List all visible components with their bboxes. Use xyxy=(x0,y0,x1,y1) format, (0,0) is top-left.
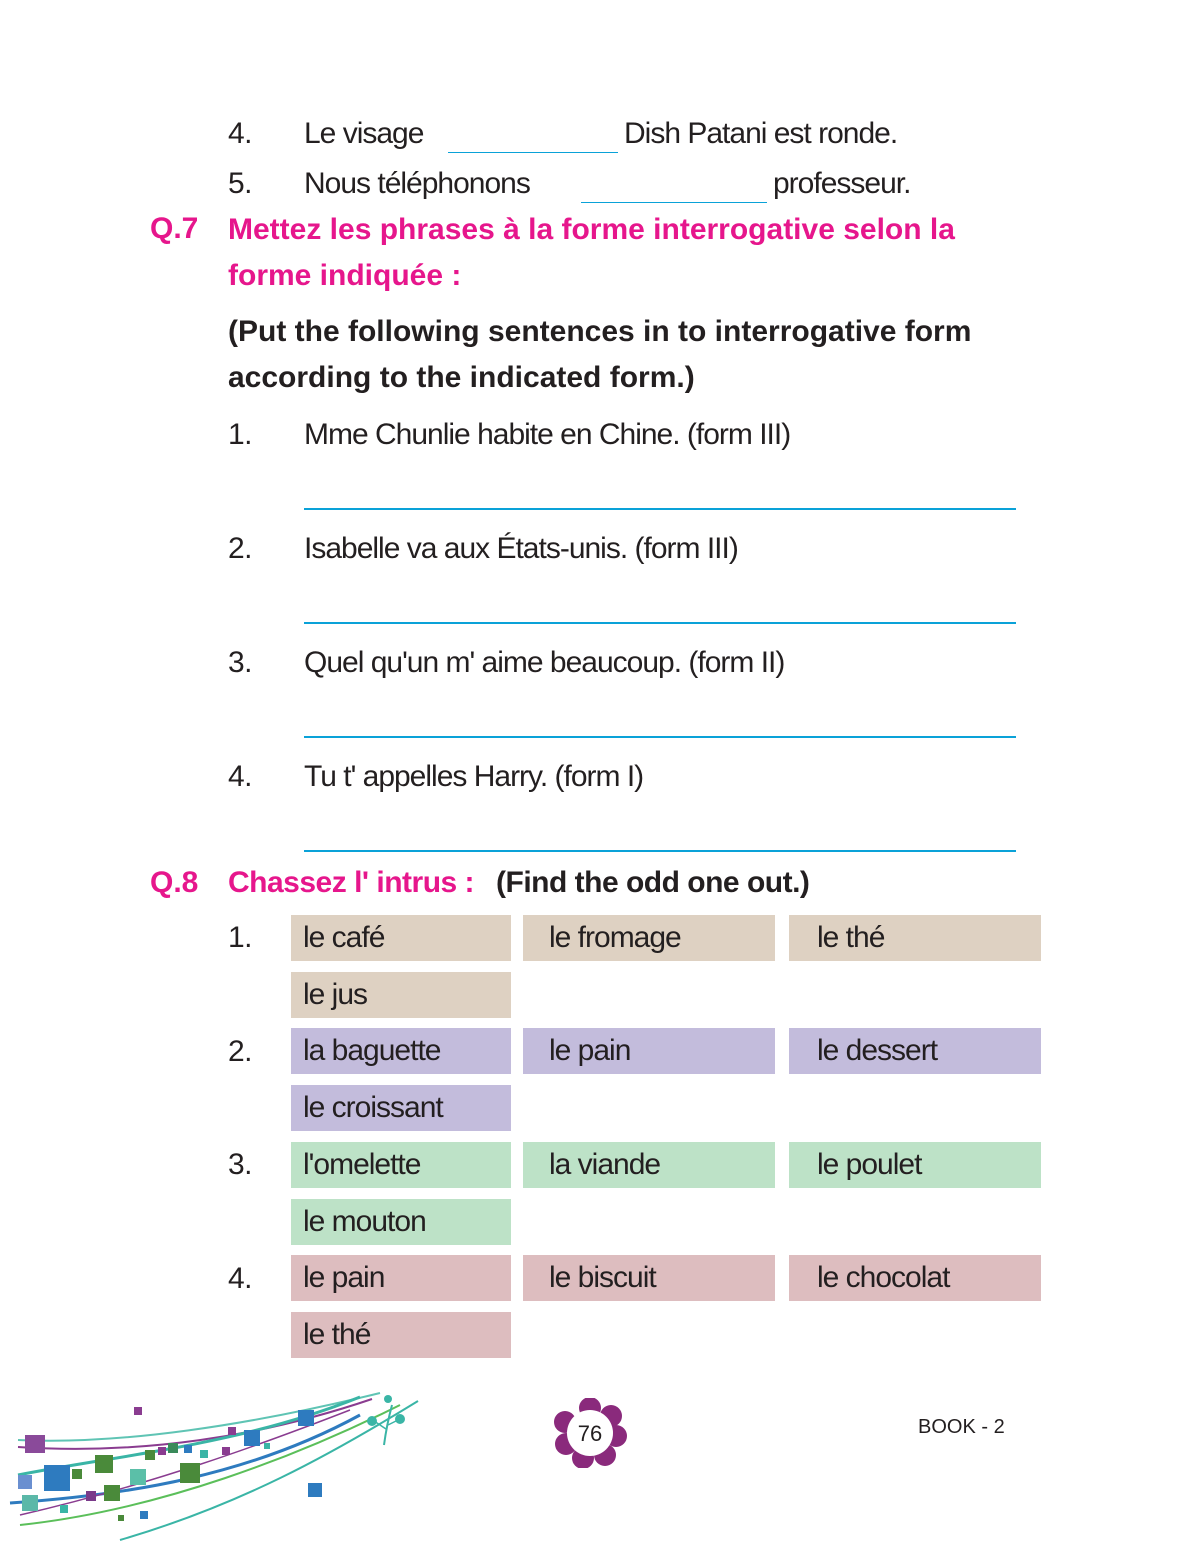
word-option[interactable]: le thé xyxy=(789,915,1041,961)
word-option[interactable]: le mouton xyxy=(291,1199,511,1245)
item-sentence: Mme Chunlie habite en Chine. (form III) xyxy=(304,418,791,451)
group-number: 2. xyxy=(228,1035,253,1068)
item-number: 5. xyxy=(228,167,253,200)
question-english-line-1: (Put the following sentences in to interrogative form xyxy=(228,315,972,348)
word-option[interactable]: le fromage xyxy=(523,915,775,961)
sentence-start: Le visage xyxy=(304,117,424,150)
page-number: 76 xyxy=(577,1421,603,1446)
word-option[interactable]: le chocolat xyxy=(789,1255,1041,1301)
word-option[interactable]: la baguette xyxy=(291,1028,511,1074)
group-number: 4. xyxy=(228,1262,253,1295)
word-option[interactable]: le biscuit xyxy=(523,1255,775,1301)
answer-line[interactable] xyxy=(304,508,1016,510)
question-label: Q.8 xyxy=(150,866,199,899)
word-option[interactable]: le pain xyxy=(291,1255,511,1301)
sentence-end: professeur. xyxy=(773,167,911,200)
group-number: 3. xyxy=(228,1148,253,1181)
question-title: Chassez l' intrus : xyxy=(228,866,475,899)
item-number: 1. xyxy=(228,418,253,451)
question-title xyxy=(228,207,1048,299)
question-title-line-2: forme indiquée : xyxy=(228,259,462,292)
item-number: 4. xyxy=(228,117,253,150)
question-english-line-2: according to the indicated form.) xyxy=(228,361,695,394)
item-number: 4. xyxy=(228,760,253,793)
word-option[interactable]: la viande xyxy=(523,1142,775,1188)
item-sentence: Isabelle va aux États-unis. (form III) xyxy=(304,532,738,565)
item-number: 3. xyxy=(228,646,253,679)
question-english xyxy=(228,309,1058,401)
page-number-badge xyxy=(553,1398,627,1468)
answer-line[interactable] xyxy=(304,736,1016,738)
blank-line[interactable] xyxy=(448,152,618,153)
group-number: 1. xyxy=(228,921,253,954)
word-option[interactable]: le poulet xyxy=(789,1142,1041,1188)
word-option[interactable]: l'omelette xyxy=(291,1142,511,1188)
word-option[interactable]: le thé xyxy=(291,1312,511,1358)
word-option[interactable]: le café xyxy=(291,915,511,961)
question-label: Q.7 xyxy=(150,212,199,245)
question-english: (Find the odd one out.) xyxy=(496,866,810,899)
blank-line[interactable] xyxy=(581,202,767,203)
sentence-start: Nous téléphonons xyxy=(304,167,530,200)
book-label: BOOK - 2 xyxy=(918,1416,1005,1438)
word-option[interactable]: le croissant xyxy=(291,1085,511,1131)
answer-line[interactable] xyxy=(304,850,1016,852)
footer-decoration xyxy=(0,1385,440,1563)
word-option[interactable]: le pain xyxy=(523,1028,775,1074)
word-option[interactable]: le jus xyxy=(291,972,511,1018)
word-option[interactable]: le dessert xyxy=(789,1028,1041,1074)
question-title-line-1: Mettez les phrases à la forme interrogative selon la xyxy=(228,213,955,246)
item-sentence: Quel qu'un m' aime beaucoup. (form II) xyxy=(304,646,785,679)
item-sentence: Tu t' appelles Harry. (form I) xyxy=(304,760,644,793)
sentence-end: Dish Patani est ronde. xyxy=(624,117,898,150)
answer-line[interactable] xyxy=(304,622,1016,624)
item-number: 2. xyxy=(228,532,253,565)
